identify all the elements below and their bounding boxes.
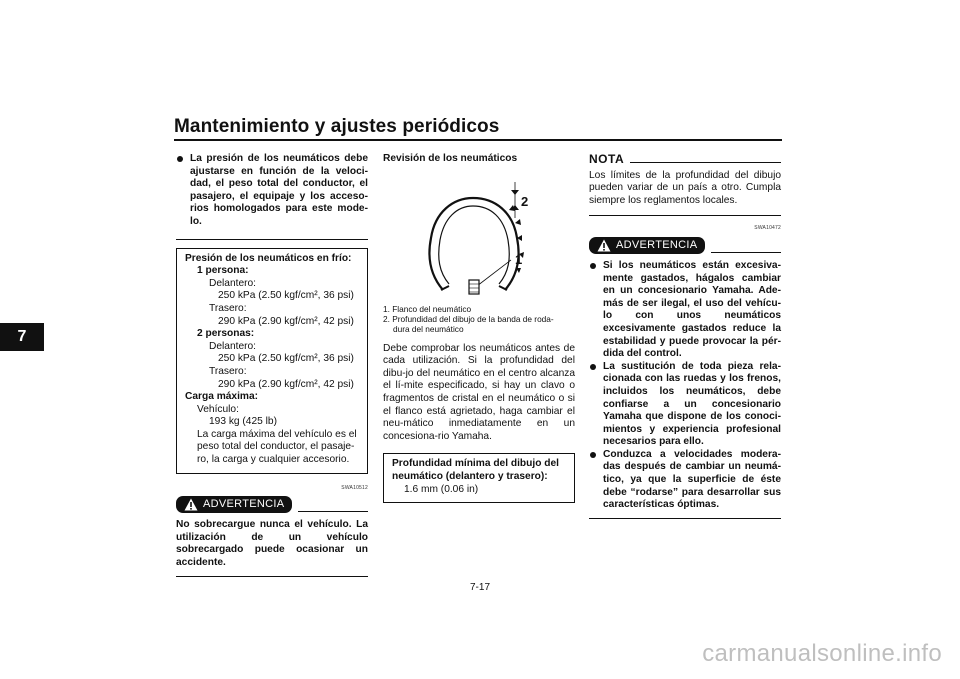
bullet-dot-icon — [590, 452, 596, 458]
page-number: 7-17 — [469, 582, 490, 593]
warning-header — [589, 237, 781, 254]
tread-depth-heading: Profundidad mínima del dibujo del neumático (delantero y trasero): — [392, 458, 559, 482]
tire-cross-section-illustration — [383, 168, 575, 304]
nota-label: NOTA — [589, 152, 625, 166]
nota-end-rule — [589, 215, 781, 216]
rear-label: Trasero: — [209, 365, 247, 377]
warning-header — [176, 496, 368, 513]
rear-label: Trasero: — [209, 302, 247, 314]
tire-figure — [383, 168, 575, 304]
warning-badge — [176, 496, 292, 513]
warning-code: SWA10472 — [754, 225, 781, 232]
one-person-label: 1 persona: — [197, 265, 249, 277]
warning-bullet-text: La sustitución de toda pieza rela-cionada con las ruedas y los frenos, incluidos los neumáticos, debe confiarse a un concesionario Yamaha que dispone de los conoci-mientos y experiencia profesional necesarios para ello. — [603, 360, 781, 448]
front-value: 250 kPa (2.50 kgf/cm², 36 psi) — [218, 290, 354, 302]
front-label: Delantero: — [209, 277, 257, 289]
two-persons-label: 2 personas: — [197, 328, 255, 340]
warning-rule — [298, 511, 368, 512]
warning-label: ADVERTENCIA — [616, 239, 698, 252]
column-2 — [383, 153, 575, 503]
tire-check-body: Debe comprobar los neumáticos antes de cada utilización. Si la profundidad del dibu-jo del neumático en el centro alcanza el lí-mite especificado, si hay un clavo o fragmentos de cristal en el neumático o si el flanco está agrietado, haga cambiar el neu-mático inmediatamente en un concesiona-rio Yamaha. — [383, 342, 575, 442]
caption-1: 1. Flanco del neumático — [383, 303, 472, 314]
warning-triangle-icon — [184, 498, 198, 511]
callout-2: 2 — [521, 193, 529, 209]
warning-triangle-icon — [597, 239, 611, 252]
rear-value: 290 kPa (2.90 kgf/cm², 42 psi) — [218, 315, 354, 327]
tread-depth-value: 1.6 mm (0.06 in) — [404, 483, 479, 495]
callout-1: 1 — [515, 251, 523, 267]
nota-rule — [630, 162, 781, 163]
pressure-bullet-text: La presión de los neumáticos debe ajustarse en función de la veloci-dad, el peso total del conductor, el pasajero, el equipaje y los acceso-rios homologados para este mode-lo. — [190, 153, 368, 227]
bullet-dot-icon — [177, 156, 183, 162]
column-3 — [589, 153, 781, 519]
warning-bullet — [589, 260, 781, 361]
watermark: carmanualsonline.info — [702, 640, 942, 667]
tread-depth-box — [383, 453, 575, 503]
warning-rule — [711, 252, 781, 253]
vehicle-value: 193 kg (425 lb) — [209, 416, 277, 428]
vehicle-label: Vehículo: — [197, 403, 239, 415]
column-1 — [176, 153, 368, 577]
warning-end-rule — [589, 518, 781, 519]
tire-check-heading: Revisión de los neumáticos — [383, 153, 518, 164]
chapter-tab: 7 — [0, 323, 44, 351]
warning-code: SWA10512 — [341, 484, 368, 491]
front-value: 250 kPa (2.50 kgf/cm², 36 psi) — [218, 353, 354, 365]
nota-header — [589, 153, 781, 166]
warning-bullet-text: Conduzca a velocidades modera-das después de cambiar un neumá-tico, ya que la superficie de éste debe “rodarse” para desarrollar sus características óptimas. — [603, 448, 781, 511]
warning-bullet-text: Si los neumáticos están excesiva-mente gastados, hágalos cambiar en un concesionario Yamaha. Ade-más de ser ilegal, el uso del vehícu-lo con unos neumáticos excesivamente gastados reduce la estabilidad y puede provocar la pér-dida del control. — [603, 259, 781, 360]
section-rule — [176, 239, 368, 240]
warning-bullet — [589, 449, 781, 512]
front-label: Delantero: — [209, 340, 257, 352]
pressure-bullet — [176, 153, 368, 229]
max-load-label: Carga máxima: — [185, 391, 259, 403]
pressure-heading: Presión de los neumáticos en frío: — [185, 252, 352, 264]
page-title: Mantenimiento y ajustes periódicos — [174, 116, 500, 137]
warning-bullet — [589, 361, 781, 449]
pressure-spec-box — [176, 248, 368, 474]
warning-end-rule — [176, 576, 368, 577]
caption-2: 2. Profundidad del dibujo de la banda de roda- — [383, 313, 554, 324]
rear-value: 290 kPa (2.90 kgf/cm², 42 psi) — [218, 378, 354, 390]
bullet-dot-icon — [590, 263, 596, 269]
warning-label: ADVERTENCIA — [203, 498, 285, 511]
max-load-note: La carga máxima del vehículo es el peso total del conductor, el pasaje-ro, la carga y cualquier accesorio. — [197, 428, 357, 466]
nota-text: Los límites de la profundidad del dibujo pueden variar de un país a otro. Cumpla siempre los reglamentos locales. — [589, 169, 781, 206]
warning-text: No sobrecargue nunca el vehículo. La utilización de un vehículo sobrecargado puede ocasionar un accidente. — [176, 519, 368, 569]
title-rule — [174, 139, 782, 141]
warning-badge — [589, 237, 705, 254]
bullet-dot-icon — [590, 364, 596, 370]
caption-2-cont: dura del neumático — [393, 323, 464, 334]
